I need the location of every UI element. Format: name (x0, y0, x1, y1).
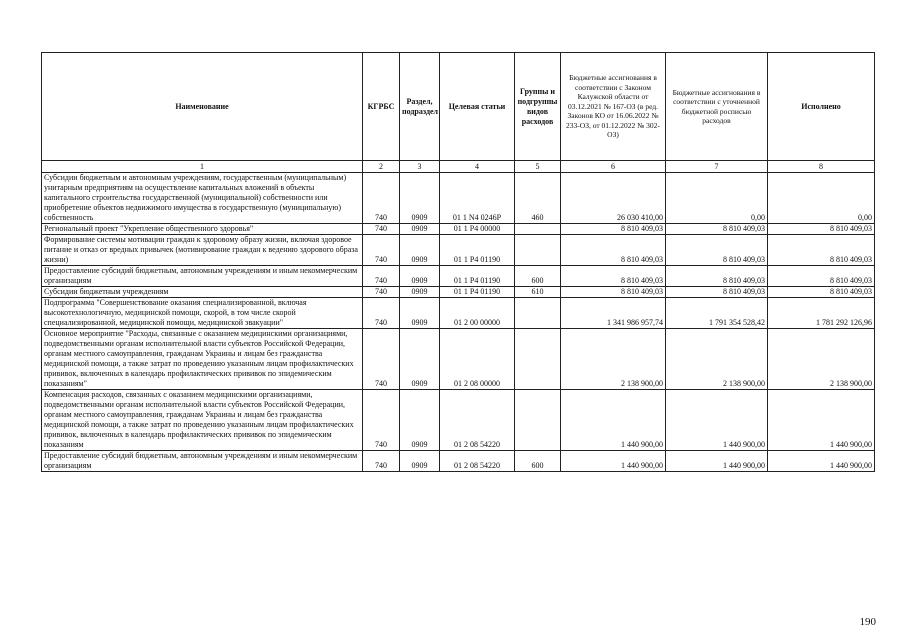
cell-refined-amount: 1 440 900,00 (666, 451, 768, 472)
cell-name: Региональный проект "Укрепление общественного здоровья" (42, 224, 363, 235)
column-number: 6 (561, 161, 666, 173)
cell-group: 460 (515, 173, 561, 224)
cell-kgrbs: 740 (363, 287, 400, 298)
cell-executed-amount: 1 440 900,00 (768, 390, 875, 451)
header-groups: Группы и подгруппы видов расходов (515, 53, 561, 161)
cell-executed-amount: 2 138 900,00 (768, 329, 875, 390)
cell-law-amount: 8 810 409,03 (561, 235, 666, 266)
cell-group (515, 329, 561, 390)
cell-section: 0909 (400, 451, 440, 472)
header-section: Раздел, подраздел (400, 53, 440, 161)
cell-group: 610 (515, 287, 561, 298)
table-row (42, 390, 875, 451)
cell-target: 01 1 Р4 01190 (440, 235, 515, 266)
cell-kgrbs: 740 (363, 224, 400, 235)
table-row (42, 224, 875, 235)
table-row (42, 451, 875, 472)
cell-section: 0909 (400, 224, 440, 235)
cell-executed-amount: 8 810 409,03 (768, 235, 875, 266)
cell-law-amount: 8 810 409,03 (561, 287, 666, 298)
cell-executed-amount: 1 781 292 126,96 (768, 298, 875, 329)
cell-law-amount: 8 810 409,03 (561, 266, 666, 287)
cell-section: 0909 (400, 390, 440, 451)
cell-section: 0909 (400, 329, 440, 390)
cell-name: Формирование системы мотивации граждан к здоровому образу жизни, включая здоровое питание и отказ от вредных привычек (мотивирование граждан к ведению здорового образа жизни) (42, 235, 363, 266)
cell-kgrbs: 740 (363, 298, 400, 329)
cell-executed-amount: 8 810 409,03 (768, 287, 875, 298)
cell-refined-amount: 8 810 409,03 (666, 266, 768, 287)
header-refined: Бюджетные ассигнования в соответствии с уточненной бюджетной росписью расходов (666, 53, 768, 161)
table-row (42, 298, 875, 329)
header-name: Наименование (42, 53, 363, 161)
cell-kgrbs: 740 (363, 390, 400, 451)
header-law: Бюджетные ассигнования в соответствии с Законом Калужской области от 03.12.2021 № 167-ОЗ (в ред. Законов КО от 16.06.2022 № 233-ОЗ, от 01.12.2022 № 302-ОЗ) (561, 53, 666, 161)
cell-name: Компенсация расходов, связанных с оказанием медицинскими организациями, подведомственными органам исполнительной власти субъектов Российской Федерации, органам местного самоуправления, гражданам Украины и лицам без гражданства медицинской помощи, а также затрат по проведению указанным лицам профилактических прививок, включенных в календарь профилактических прививок по эпидемическим показаниям (42, 390, 363, 451)
column-number: 4 (440, 161, 515, 173)
cell-kgrbs: 740 (363, 173, 400, 224)
cell-name: Подпрограмма "Совершенствование оказания специализированной, включая высокотехнологичную, медицинской помощи, скорой, в том числе скорой специализированной, медицинской помощи, медицинской эвакуации" (42, 298, 363, 329)
cell-law-amount: 1 341 986 957,74 (561, 298, 666, 329)
cell-name: Основное мероприятие "Расходы, связанные с оказанием медицинскими организациями, подведомственными органам исполнительной власти субъектов Российской Федерации, органам местного самоуправления, гражданам Украины и лицам без гражданства медицинской помощи, а также затрат по проведению указанным лицам профилактических прививок, включенных в календарь профилактических прививок по эпидемическим показаниям" (42, 329, 363, 390)
cell-target: 01 1 Р4 01190 (440, 287, 515, 298)
column-number-row (42, 161, 875, 173)
cell-target: 01 1 Р4 01190 (440, 266, 515, 287)
table-row (42, 235, 875, 266)
cell-target: 01 2 08 54220 (440, 451, 515, 472)
cell-section: 0909 (400, 298, 440, 329)
cell-name: Предоставление субсидий бюджетным, автономным учреждениям и иным некоммерческим организациям (42, 451, 363, 472)
cell-group (515, 298, 561, 329)
cell-refined-amount: 8 810 409,03 (666, 235, 768, 266)
cell-section: 0909 (400, 266, 440, 287)
cell-refined-amount: 1 440 900,00 (666, 390, 768, 451)
cell-group: 600 (515, 266, 561, 287)
cell-refined-amount: 1 791 354 528,42 (666, 298, 768, 329)
cell-group (515, 390, 561, 451)
cell-group: 600 (515, 451, 561, 472)
page-number: 190 (859, 616, 876, 628)
cell-section: 0909 (400, 287, 440, 298)
table-row (42, 287, 875, 298)
cell-refined-amount: 0,00 (666, 173, 768, 224)
header-executed: Исполнено (768, 53, 875, 161)
table-header-row (42, 53, 875, 161)
cell-law-amount: 1 440 900,00 (561, 390, 666, 451)
cell-executed-amount: 8 810 409,03 (768, 224, 875, 235)
cell-executed-amount: 0,00 (768, 173, 875, 224)
header-kgrbs: КГРБС (363, 53, 400, 161)
header-target: Целевая статьи (440, 53, 515, 161)
table-row (42, 266, 875, 287)
budget-table (41, 52, 875, 472)
cell-kgrbs: 740 (363, 451, 400, 472)
table-row (42, 173, 875, 224)
cell-group (515, 235, 561, 266)
column-number: 7 (666, 161, 768, 173)
cell-refined-amount: 8 810 409,03 (666, 224, 768, 235)
cell-refined-amount: 8 810 409,03 (666, 287, 768, 298)
cell-group (515, 224, 561, 235)
cell-section: 0909 (400, 235, 440, 266)
cell-name: Субсидии бюджетным учреждениям (42, 287, 363, 298)
cell-target: 01 1 Р4 00000 (440, 224, 515, 235)
cell-law-amount: 2 138 900,00 (561, 329, 666, 390)
cell-kgrbs: 740 (363, 266, 400, 287)
cell-executed-amount: 8 810 409,03 (768, 266, 875, 287)
column-number: 3 (400, 161, 440, 173)
column-number: 8 (768, 161, 875, 173)
cell-target: 01 1 N4 0246Р (440, 173, 515, 224)
cell-law-amount: 26 030 410,00 (561, 173, 666, 224)
cell-law-amount: 1 440 900,00 (561, 451, 666, 472)
cell-name: Субсидии бюджетным и автономным учреждениям, государственным (муниципальным) унитарным предприятиям на осуществление капитальных вложений в объекты капитального строительства государственной (муниципальной) собственности или приобретение объектов недвижимого имущества в государственную (муниципальную) собственность (42, 173, 363, 224)
cell-target: 01 2 08 00000 (440, 329, 515, 390)
table-row (42, 329, 875, 390)
cell-refined-amount: 2 138 900,00 (666, 329, 768, 390)
column-number: 1 (42, 161, 363, 173)
cell-target: 01 2 08 54220 (440, 390, 515, 451)
cell-executed-amount: 1 440 900,00 (768, 451, 875, 472)
cell-kgrbs: 740 (363, 329, 400, 390)
cell-name: Предоставление субсидий бюджетным, автономным учреждениям и иным некоммерческим организациям (42, 266, 363, 287)
cell-section: 0909 (400, 173, 440, 224)
column-number: 5 (515, 161, 561, 173)
cell-kgrbs: 740 (363, 235, 400, 266)
cell-law-amount: 8 810 409,03 (561, 224, 666, 235)
cell-target: 01 2 00 00000 (440, 298, 515, 329)
column-number: 2 (363, 161, 400, 173)
